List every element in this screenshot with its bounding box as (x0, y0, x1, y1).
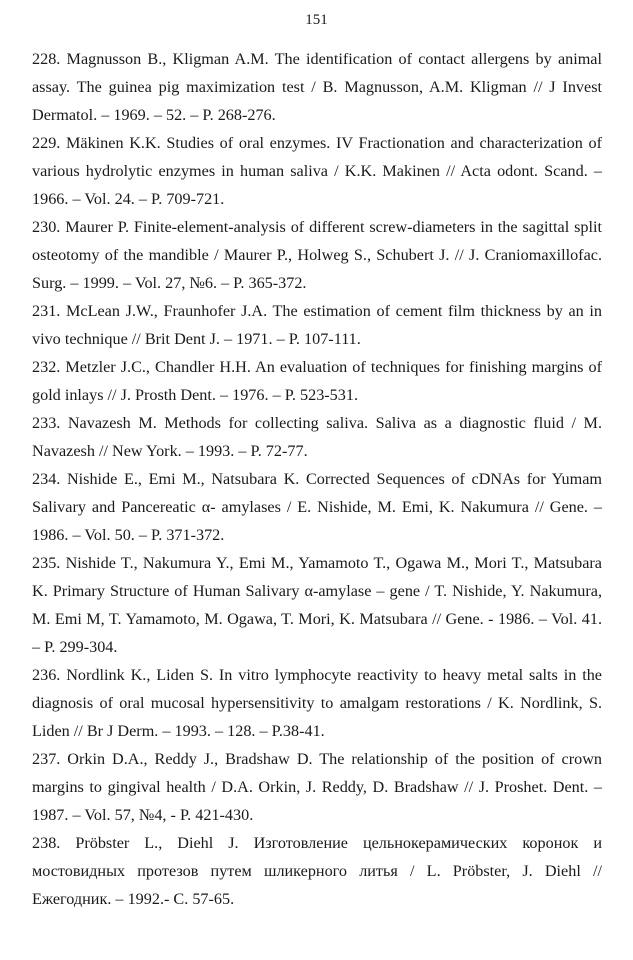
reference-item-231: 231. McLean J.W., Fraunhofer J.A. The estimation of cement film thickness by an in vivo technique // Brit Dent J. – 1971. – P. 107-111. (32, 302, 602, 348)
reference-item-232: 232. Metzler J.C., Chandler H.H. An evaluation of techniques for finishing margins of gold inlays // J. Prosth Dent. – 1976. – P. 523-531. (32, 358, 602, 404)
reference-item-230: 230. Maurer P. Finite-element-analysis of different screw-diameters in the sagittal split osteotomy of the mandible / Maurer P., Holweg S., Schubert J. // J. Craniomaxillofac. Surg. – 1999. – Vol. 27, №6. – P. 365-372. (32, 218, 602, 292)
reference-item-228: 228. Magnusson B., Kligman A.M. The identification of contact allergens by animal assay. The guinea pig maximization test / B. Magnusson, A.M. Kligman // J Invest Dermatol. – 1969. – 52. – P. 268-276. (32, 50, 602, 124)
reference-item-233: 233. Navazesh M. Methods for collecting saliva. Saliva as a diagnostic fluid / M. Navazesh // New York. – 1993. – P. 72-77. (32, 414, 602, 460)
reference-item-236: 236. Nordlink K., Liden S. In vitro lymphocyte reactivity to heavy metal salts in the diagnosis of oral mucosal hypersensitivity to amalgam restorations / K. Nordlink, S. Liden // Br J Derm. – 1993. – 128. – P.38-41. (32, 666, 602, 740)
reference-list (32, 45, 602, 913)
reference-item-237: 237. Orkin D.A., Reddy J., Bradshaw D. The relationship of the position of crown margins to gingival health / D.A. Orkin, J. Reddy, D. Bradshaw // J. Proshet. Dent. – 1987. – Vol. 57, №4, - P. 421-430. (32, 750, 602, 824)
page-number: 151 (305, 12, 328, 28)
reference-item-234: 234. Nishide E., Emi M., Natsubara K. Corrected Sequences of cDNAs for Yumam Salivary and Pancereatic α- amylases / E. Nishide, M. Emi, K. Nakumura // Gene. – 1986. – Vol. 50. – P. 371-372. (32, 470, 602, 544)
reference-item-235: 235. Nishide T., Nakumura Y., Emi M., Yamamoto T., Ogawa M., Mori T., Matsubara K. Primary Structure of Human Salivary α-amylase – gene / T. Nishide, Y. Nakumura, M. Emi M, T. Yamamoto, M. Ogawa, T. Mori, K. Matsubara // Gene. - 1986. – Vol. 41. – P. 299-304. (32, 554, 602, 656)
reference-item-229: 229. Mäkinen K.K. Studies of oral enzymes. IV Fractionation and characterization of various hydrolytic enzymes in human saliva / K.K. Makinen // Acta odont. Scand. – 1966. – Vol. 24. – P. 709-721. (32, 134, 602, 208)
reference-item-238: 238. Pröbster L., Diehl J. Изготовление цельнокерамических коронок и мостовидных протезов путем шликерного литья / L. Pröbster, J. Diehl // Ежегодник. – 1992.- С. 57-65. (32, 834, 602, 908)
